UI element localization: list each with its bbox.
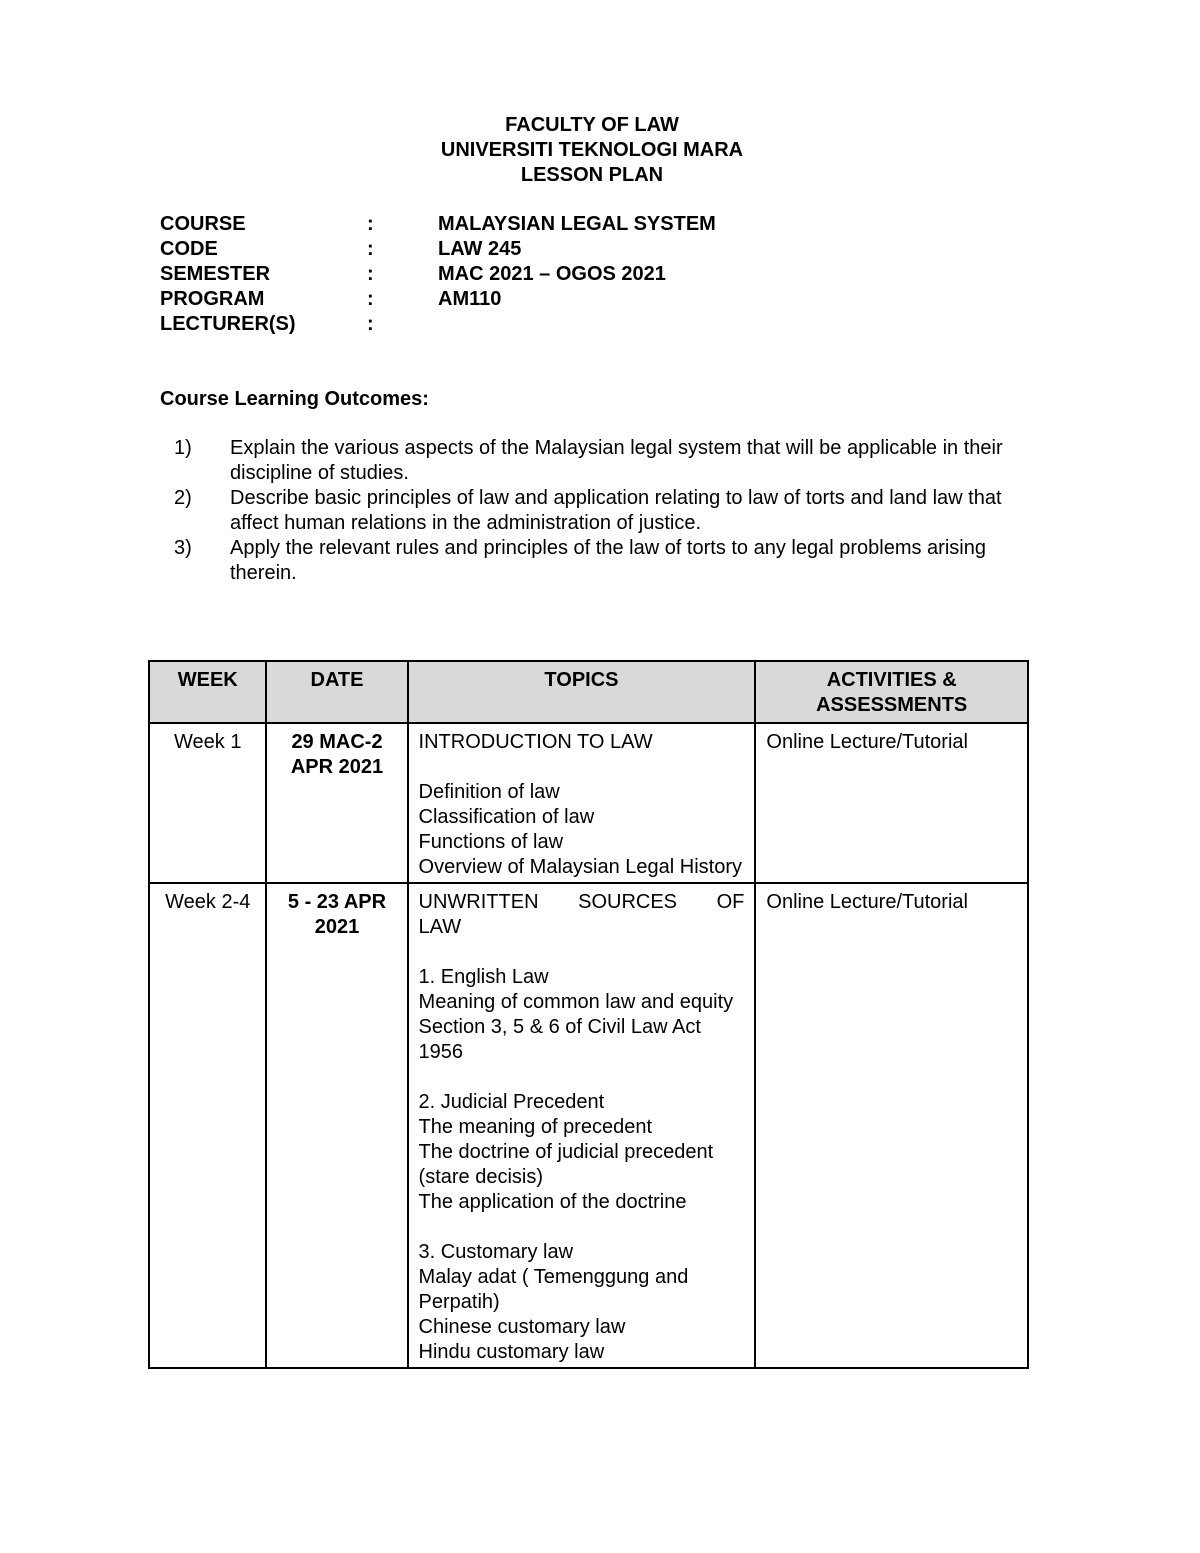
week-cell: Week 1 <box>149 723 266 883</box>
topic-line: The meaning of precedent <box>418 1116 653 1138</box>
topic-line: Meaning of common law and equity <box>418 991 734 1013</box>
lesson-plan-table <box>148 660 1029 1369</box>
topic-line: Overview of Malaysian Legal History <box>418 856 742 878</box>
date-header: DATE <box>266 661 407 723</box>
clo-text: Explain the various aspects of the Malaysian legal system that will be applicable in their discipline of studies. <box>230 437 1003 484</box>
topic-title-rest: LAW <box>418 916 462 938</box>
topic-title <box>419 890 745 915</box>
topic-line: Chinese customary law <box>418 1316 626 1338</box>
topic-title-word: OF <box>716 891 745 913</box>
topic-line: Classification of law <box>418 806 595 828</box>
clo-item <box>160 436 1040 486</box>
code-label: CODE <box>160 238 218 260</box>
program-value: AM110 <box>438 288 502 310</box>
topic-title-word: UNWRITTEN <box>418 891 539 913</box>
clo-item <box>160 536 1040 586</box>
clo-item <box>160 486 1040 536</box>
clo-text: Describe basic principles of law and application relating to law of torts and land law that affect human relations in the administration of justice. <box>230 487 1002 534</box>
week-header: WEEK <box>149 661 266 723</box>
course-value: MALAYSIAN LEGAL SYSTEM <box>438 213 716 235</box>
topic-line: Hindu customary law <box>418 1341 605 1363</box>
clo-number: 1) <box>174 437 192 459</box>
activities-header: ACTIVITIES & ASSESSMENTS <box>755 661 1028 723</box>
semester-label: SEMESTER <box>160 263 271 285</box>
university-title: UNIVERSITI TEKNOLOGI MARA <box>440 139 744 161</box>
topic-subheading: 2. Judicial Precedent <box>418 1091 605 1113</box>
topic-title-word: SOURCES <box>578 891 678 913</box>
lesson-plan-title: LESSON PLAN <box>520 164 664 186</box>
clo-heading: Course Learning Outcomes: <box>160 388 429 410</box>
semester-colon: : <box>367 263 374 285</box>
topic-subheading: 3. Customary law <box>418 1241 574 1263</box>
code-value: LAW 245 <box>438 238 522 260</box>
topic-line: Definition of law <box>418 781 560 803</box>
activities-cell: Online Lecture/Tutorial <box>755 723 1028 883</box>
topic-line: Functions of law <box>418 831 564 853</box>
topic-line: Malay adat ( Temenggung and Perpatih) <box>418 1266 689 1313</box>
faculty-title: FACULTY OF LAW <box>505 114 679 136</box>
topics-cell <box>408 723 756 883</box>
semester-value: MAC 2021 – OGOS 2021 <box>438 263 666 285</box>
program-colon: : <box>367 288 374 310</box>
week-cell: Week 2-4 <box>149 883 266 1368</box>
topic-line: The doctrine of judicial precedent (stare decisis) <box>418 1141 714 1188</box>
lecturer-label: LECTURER(S) <box>160 313 296 335</box>
course-label: COURSE <box>160 213 246 235</box>
clo-text: Apply the relevant rules and principles of the law of torts to any legal problems arising therein. <box>230 537 986 584</box>
activities-cell: Online Lecture/Tutorial <box>755 883 1028 1368</box>
topic-subheading: 1. English Law <box>418 966 549 988</box>
table-row <box>149 883 1028 1368</box>
clo-number: 2) <box>174 487 192 509</box>
topic-title: INTRODUCTION TO LAW <box>418 731 653 753</box>
document-header <box>0 113 1184 188</box>
topic-line: The application of the doctrine <box>418 1191 687 1213</box>
clo-number: 3) <box>174 537 192 559</box>
lecturer-colon: : <box>367 313 374 335</box>
topic-line: Section 3, 5 & 6 of Civil Law Act 1956 <box>418 1016 701 1063</box>
clo-list <box>160 436 1040 586</box>
date-cell: 29 MAC-2 APR 2021 <box>266 723 407 883</box>
topics-header: TOPICS <box>408 661 756 723</box>
course-colon: : <box>367 213 374 235</box>
program-label: PROGRAM <box>160 288 265 310</box>
code-colon: : <box>367 238 374 260</box>
table-header-row <box>149 661 1028 723</box>
topics-cell <box>408 883 756 1368</box>
date-cell: 5 - 23 APR 2021 <box>266 883 407 1368</box>
table-row <box>149 723 1028 883</box>
